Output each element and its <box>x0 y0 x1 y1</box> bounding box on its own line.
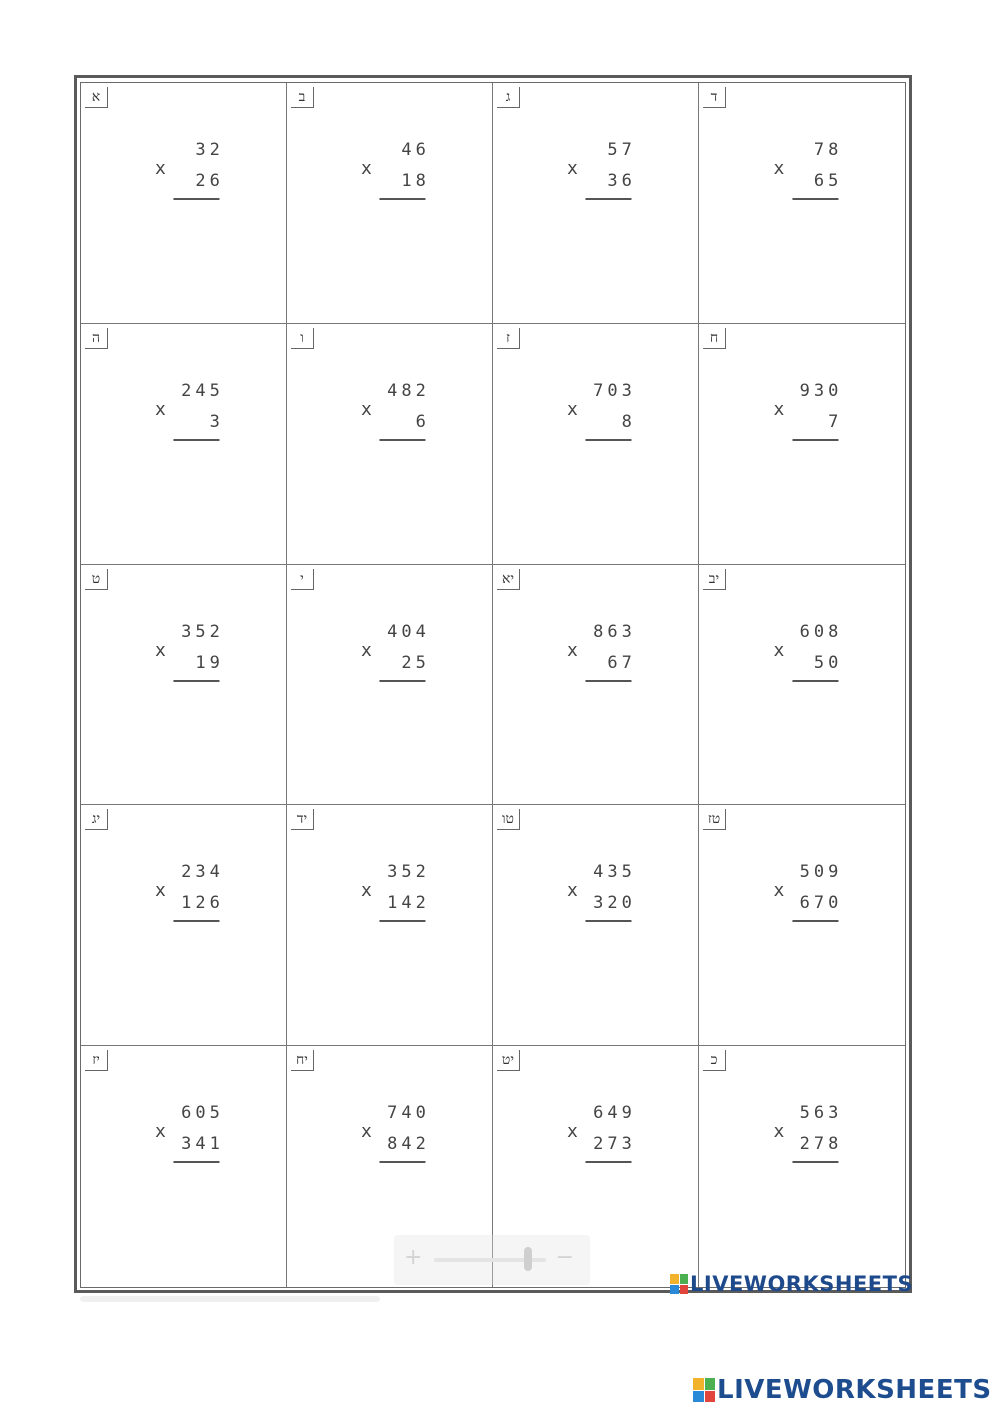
multiplicand: 46 <box>401 140 430 160</box>
multiplication-problem <box>360 857 430 922</box>
multiplication-problem <box>566 376 636 441</box>
multiplier: 67 <box>607 652 636 673</box>
answer-line <box>174 920 220 922</box>
multiplication-problem <box>566 135 636 200</box>
problem-cell <box>699 324 905 565</box>
multiplicand: 863 <box>593 621 636 642</box>
multiplicand: 352 <box>387 862 430 883</box>
multiplication-problem <box>154 857 224 922</box>
multiplier: 6 <box>415 411 430 432</box>
problem-cell <box>493 565 699 806</box>
faint-caption-line <box>80 1296 380 1302</box>
liveworksheets-logo-icon <box>670 1274 688 1294</box>
multiplication-problem <box>360 617 430 682</box>
problem-cell <box>81 324 287 565</box>
multiplication-problem <box>154 376 224 441</box>
answer-line <box>380 439 426 441</box>
problem-cell <box>493 83 699 324</box>
multiplier: 65 <box>813 171 843 191</box>
multiplier: 50 <box>813 652 843 673</box>
problem-cell <box>81 1046 287 1287</box>
problem-cell <box>287 83 493 324</box>
answer-line <box>174 1161 220 1163</box>
multiplicand: 435 <box>593 862 636 883</box>
problem-letter: א <box>85 87 108 108</box>
multiplication-problem <box>773 135 843 200</box>
multiplicand: 608 <box>799 621 843 642</box>
answer-line <box>792 1161 838 1163</box>
answer-line <box>174 680 220 682</box>
brand-name: LIVEWORKSHEETS <box>717 1375 992 1405</box>
problem-cell <box>493 805 699 1046</box>
multiply-sign: x <box>773 398 785 420</box>
zoom-control[interactable] <box>394 1235 590 1285</box>
multiplicand: 649 <box>593 1103 636 1124</box>
problem-letter: ג <box>497 87 520 108</box>
answer-line <box>586 680 632 682</box>
multiplier: 341 <box>181 1134 224 1155</box>
problem-letter: יא <box>497 569 520 590</box>
multiply-sign: x <box>360 1121 372 1143</box>
answer-line <box>174 198 220 200</box>
problem-letter: ח <box>703 328 726 349</box>
multiplicand: 32 <box>195 140 224 160</box>
multiplier: 18 <box>401 171 430 191</box>
problem-letter: טז <box>703 809 726 830</box>
multiply-sign: x <box>773 1121 785 1143</box>
multiplicand: 245 <box>181 380 224 401</box>
multiplier: 842 <box>387 1134 430 1155</box>
problem-cell <box>81 83 287 324</box>
problem-letter: ה <box>85 328 108 349</box>
problem-letter: ו <box>291 328 314 349</box>
multiply-sign: x <box>154 880 166 902</box>
problem-letter: יב <box>703 569 726 590</box>
multiplication-problem <box>773 617 843 682</box>
multiplier: 142 <box>387 893 430 914</box>
multiplicand: 352 <box>181 621 224 642</box>
answer-line <box>792 198 838 200</box>
answer-line <box>586 1161 632 1163</box>
problem-letter: יט <box>497 1050 520 1071</box>
multiplicand: 563 <box>799 1103 843 1124</box>
multiply-sign: x <box>566 1121 578 1143</box>
multiplication-problem <box>360 1098 430 1163</box>
answer-line <box>792 439 838 441</box>
answer-line <box>380 680 426 682</box>
multiplier: 670 <box>799 893 843 914</box>
multiply-sign: x <box>360 398 372 420</box>
multiply-sign: x <box>360 158 372 179</box>
problem-cell <box>287 565 493 806</box>
problem-letter: ד <box>703 87 726 108</box>
multiplicand: 57 <box>607 140 636 160</box>
problem-letter: יח <box>291 1050 314 1071</box>
problem-cell <box>699 805 905 1046</box>
zoom-out-button[interactable]: − <box>555 1245 574 1270</box>
multiplier: 36 <box>607 171 636 191</box>
answer-line <box>586 439 632 441</box>
problem-cell <box>287 805 493 1046</box>
problem-cell <box>699 1046 905 1287</box>
multiply-sign: x <box>360 880 372 902</box>
multiplicand: 234 <box>181 862 224 883</box>
problem-letter: י <box>291 569 314 590</box>
problem-letter: כ <box>703 1050 726 1071</box>
multiplicand: 78 <box>813 140 843 160</box>
multiplication-problem <box>566 857 636 922</box>
multiplicand: 930 <box>799 380 843 401</box>
multiplication-problem <box>360 135 430 200</box>
multiplier: 126 <box>181 893 224 914</box>
multiplication-problem <box>154 135 224 200</box>
problem-letter: יג <box>85 809 108 830</box>
multiplicand: 740 <box>387 1103 430 1124</box>
multiplication-problem <box>773 376 843 441</box>
answer-line <box>380 198 426 200</box>
multiplier: 278 <box>799 1134 843 1155</box>
multiply-sign: x <box>154 1121 166 1143</box>
liveworksheets-logo-icon <box>693 1378 715 1402</box>
multiplier: 19 <box>195 652 224 673</box>
multiplication-problem <box>566 1098 636 1163</box>
answer-line <box>380 920 426 922</box>
answer-line <box>586 920 632 922</box>
multiply-sign: x <box>154 398 166 420</box>
multiplication-problem <box>360 376 430 441</box>
answer-line <box>792 680 838 682</box>
multiply-sign: x <box>566 639 578 661</box>
answer-line <box>586 198 632 200</box>
problem-letter: טו <box>497 809 520 830</box>
multiplication-problem <box>566 617 636 682</box>
multiply-sign: x <box>773 639 785 661</box>
problem-letter: יד <box>291 809 314 830</box>
problem-cell <box>81 805 287 1046</box>
multiply-sign: x <box>566 880 578 902</box>
problem-letter: ב <box>291 87 314 108</box>
answer-line <box>174 439 220 441</box>
multiplier: 25 <box>401 652 430 673</box>
multiplier: 26 <box>195 171 224 191</box>
zoom-in-button[interactable]: + <box>404 1245 423 1270</box>
liveworksheets-watermark <box>670 1272 913 1296</box>
multiplier: 320 <box>593 893 636 914</box>
multiplier: 273 <box>593 1134 636 1155</box>
multiplicand: 482 <box>387 380 430 401</box>
multiplication-problem <box>154 1098 224 1163</box>
multiply-sign: x <box>773 880 785 902</box>
multiply-sign: x <box>566 398 578 420</box>
multiply-sign: x <box>773 158 785 179</box>
brand-name: LIVEWORKSHEETS <box>690 1272 914 1296</box>
problem-letter: ז <box>497 328 520 349</box>
multiplicand: 605 <box>181 1103 224 1124</box>
multiplicand: 509 <box>799 862 843 883</box>
multiplicand: 703 <box>593 380 636 401</box>
multiplication-problem <box>773 857 843 922</box>
problem-cell <box>493 324 699 565</box>
multiply-sign: x <box>566 158 578 179</box>
problem-cell <box>81 565 287 806</box>
multiplication-problem <box>773 1098 843 1163</box>
problem-cell <box>699 83 905 324</box>
multiply-sign: x <box>154 639 166 661</box>
zoom-slider-handle[interactable] <box>524 1247 532 1271</box>
problem-cell <box>287 324 493 565</box>
liveworksheets-footer-logo <box>693 1375 992 1405</box>
multiplication-problem <box>154 617 224 682</box>
multiplier: 7 <box>828 411 843 432</box>
answer-line <box>380 1161 426 1163</box>
problem-letter: ט <box>85 569 108 590</box>
problem-letter: יז <box>85 1050 108 1071</box>
answer-line <box>792 920 838 922</box>
multiply-sign: x <box>154 158 166 179</box>
problem-grid <box>80 82 906 1288</box>
multiplier: 8 <box>621 411 636 432</box>
problem-cell <box>699 565 905 806</box>
multiply-sign: x <box>360 639 372 661</box>
multiplier: 3 <box>209 411 224 432</box>
multiplicand: 404 <box>387 621 430 642</box>
